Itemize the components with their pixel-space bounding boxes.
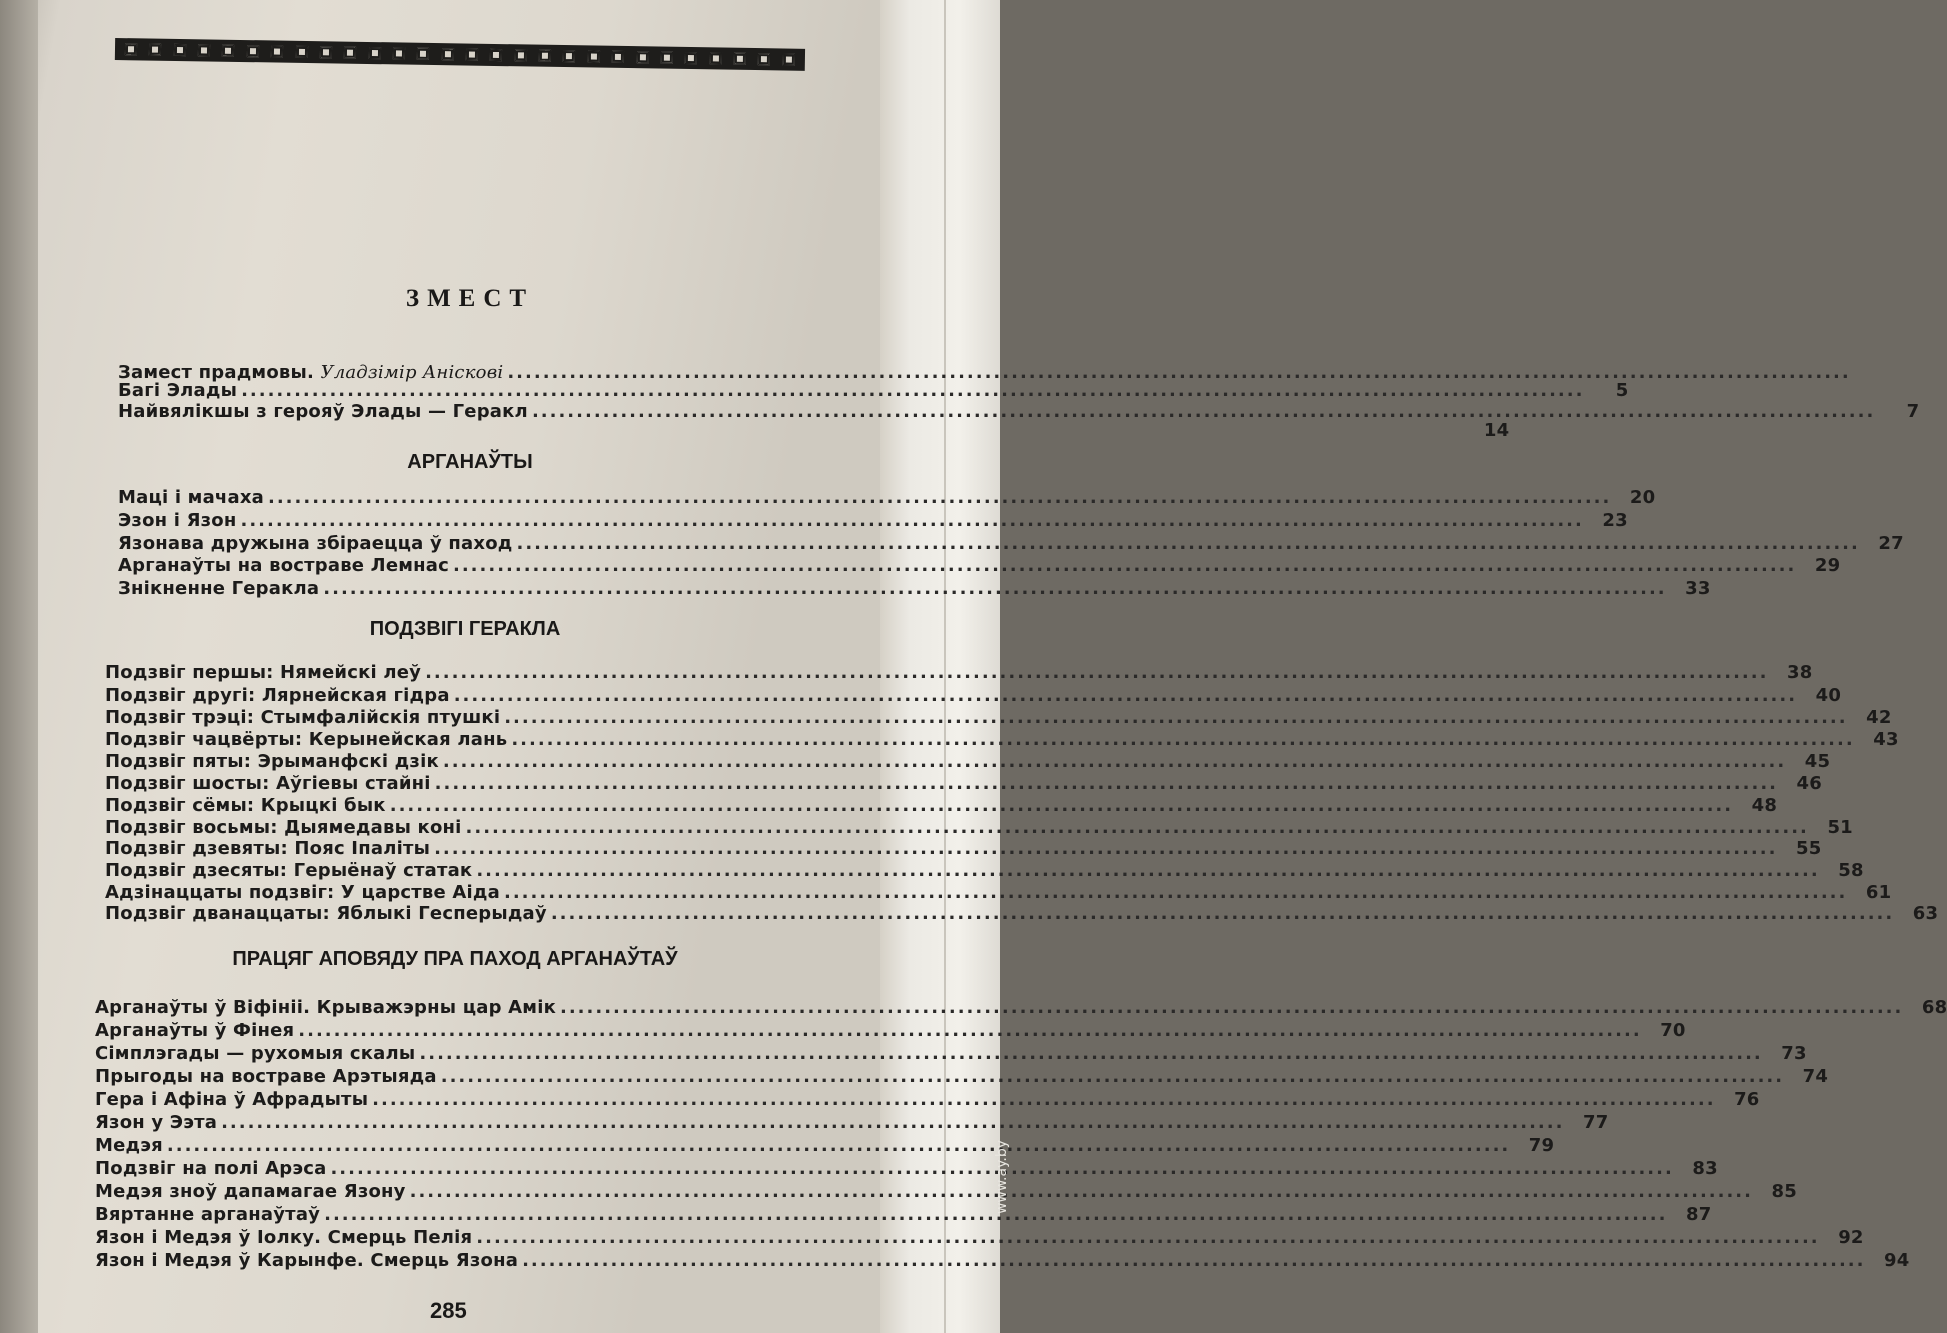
toc-entry <box>118 510 1628 531</box>
entry-page: 46 <box>1796 773 1822 794</box>
entry-title: Язон у Ээта <box>95 1112 218 1133</box>
toc-title: ЗМЕСТ <box>405 285 535 312</box>
leader-dots <box>410 1181 1753 1202</box>
toc-entry <box>95 1227 1864 1248</box>
entry-title: Эзон і Язон <box>118 510 237 531</box>
leader-dots <box>434 838 1777 859</box>
entry-title: Подзвіг трэці: Стымфалійскія птушкі <box>105 707 501 728</box>
entry-title: Гера і Афіна ў Афрадыты <box>95 1089 369 1110</box>
entry-title: Знікненне Геракла <box>118 578 320 599</box>
toc-entry <box>105 662 1813 683</box>
leader-dots <box>560 997 1903 1018</box>
toc-entry <box>95 1204 1712 1225</box>
leader-dots <box>419 1043 1762 1064</box>
toc-entry <box>95 1250 1910 1271</box>
toc-entry <box>105 860 1864 881</box>
toc-entry <box>105 751 1831 772</box>
entry-title: Арганаўты на востраве Лемнас <box>118 555 449 576</box>
leader-dots <box>443 751 1786 772</box>
entry-title: Подзвіг другі: Лярнейская гідра <box>105 685 450 706</box>
leader-dots <box>425 662 1768 683</box>
book-spine-shadow <box>0 0 38 1333</box>
leader-dots <box>476 860 1819 881</box>
entry-page: 94 <box>1884 1250 1910 1271</box>
entry-page: 7 <box>1906 401 1920 422</box>
page-number: 285 <box>430 1298 467 1323</box>
toc-entry <box>118 487 1656 508</box>
entry-page: 55 <box>1795 838 1822 859</box>
toc-entry <box>118 533 1904 554</box>
leader-dots <box>454 685 1797 706</box>
leader-dots <box>551 903 1894 924</box>
entry-page: 79 <box>1528 1135 1555 1156</box>
toc-entry <box>95 1158 1718 1179</box>
toc-entry <box>95 1066 1829 1087</box>
toc-entry <box>118 555 1841 576</box>
section-title: АРГАНАЎТЫ <box>407 451 533 473</box>
entry-page: 70 <box>1660 1020 1686 1041</box>
entry-title: Язон і Медэя ў Іолку. Смерць Пелія <box>95 1227 473 1248</box>
entry-page: 20 <box>1629 487 1656 508</box>
entry-page: 33 <box>1685 578 1711 599</box>
entry-title: Медэя зноў дапамагае Язону <box>95 1181 406 1202</box>
entry-page: 27 <box>1878 533 1904 554</box>
leader-dots <box>522 1250 1865 1271</box>
entry-page: 5 <box>1615 380 1629 401</box>
toc-entry <box>95 997 1947 1018</box>
entry-page: 29 <box>1814 555 1841 576</box>
entry-page: 76 <box>1734 1089 1760 1110</box>
entry-title: Подзвіг шосты: Аўгіевы стайні <box>105 773 431 794</box>
toc-entry <box>95 1135 1555 1156</box>
entry-page: 43 <box>1873 729 1899 750</box>
toc-entry <box>105 795 1778 816</box>
entry-title: Вяртанне арганаўтаў <box>95 1204 321 1225</box>
entry-title: Язон і Медэя ў Карынфе. Смерць Язона <box>95 1250 519 1271</box>
toc-entry <box>118 401 1920 422</box>
leader-dots <box>517 533 1860 554</box>
leader-dots <box>441 1066 1784 1087</box>
section-title: ПРАЦЯГ АПОВЯДУ ПРА ПАХОД АРГАНАЎТАЎ <box>232 948 678 970</box>
leader-dots <box>241 380 1584 401</box>
leader-dots <box>532 401 1875 422</box>
entry-page: 85 <box>1771 1181 1797 1202</box>
watermark: www.ay.by <box>994 1140 1010 1215</box>
section-title: ПОДЗВІГІ ГЕРАКЛА <box>369 618 561 640</box>
toc-entry <box>118 578 1711 599</box>
toc-entry <box>105 773 1822 794</box>
leader-dots <box>167 1135 1510 1156</box>
entry-title: Медэя <box>95 1135 163 1156</box>
entry-page: 51 <box>1827 817 1853 838</box>
entry-title: Подзвіг чацвёрты: Керынейская лань <box>105 729 508 750</box>
toc-entry <box>95 1020 1686 1041</box>
entry-page: 73 <box>1781 1043 1807 1064</box>
leader-dots <box>504 707 1847 728</box>
entry-page: 14 <box>1483 420 1510 441</box>
leader-dots <box>298 1020 1641 1041</box>
leader-dots <box>504 882 1847 903</box>
leader-dots <box>372 1089 1715 1110</box>
leader-dots <box>323 578 1666 599</box>
entry-page: 77 <box>1582 1112 1609 1133</box>
entry-title: Замест прадмовы. <box>118 362 315 383</box>
entry-page: 45 <box>1804 751 1831 772</box>
leader-dots <box>221 1112 1564 1133</box>
entry-title: Подзвіг на полі Арэса <box>95 1158 327 1179</box>
toc-entry <box>105 882 1892 903</box>
leader-dots <box>466 817 1809 838</box>
entry-title: Язонава дружына збіраецца ў паход <box>118 533 513 554</box>
leader-dots <box>268 487 1611 508</box>
toc-entry <box>105 707 1892 728</box>
entry-title: Багі Элады <box>118 380 238 401</box>
leader-dots <box>390 795 1733 816</box>
leader-dots <box>241 510 1584 531</box>
toc-entry <box>95 1181 1797 1202</box>
entry-page: 42 <box>1866 707 1892 728</box>
entry-title: Подзвіг дзесяты: Герыёнаў статак <box>105 860 473 881</box>
entry-page: 40 <box>1815 685 1842 706</box>
entry-page: 63 <box>1912 903 1939 924</box>
toc-entry <box>105 817 1853 838</box>
entry-page: 48 <box>1751 795 1778 816</box>
entry-page: 83 <box>1692 1158 1718 1179</box>
entry-page: 23 <box>1602 510 1628 531</box>
toc-entry <box>105 685 1842 706</box>
toc-entry <box>118 380 1629 401</box>
leader-dots <box>476 1227 1819 1248</box>
entry-title: Подзвіг пяты: Эрыманфскі дзік <box>105 751 439 772</box>
toc-entry <box>105 903 1939 924</box>
toc-entry <box>118 420 1510 441</box>
toc-entry <box>105 838 1822 859</box>
leader-dots <box>511 729 1854 750</box>
entry-page: 61 <box>1865 882 1892 903</box>
toc-entry <box>95 1112 1609 1133</box>
decorative-border <box>115 38 805 71</box>
entry-title: Адзінаццаты подзвіг: У царстве Аіда <box>105 882 500 903</box>
entry-page: 68 <box>1921 997 1947 1018</box>
entry-page: 58 <box>1838 860 1864 881</box>
entry-title: Найвялікшы з герояў Элады — Геракл <box>118 401 528 422</box>
entry-author: Уладзімір Аніскові <box>320 362 504 383</box>
entry-title: Маці і мачаха <box>118 487 264 508</box>
entry-page: 87 <box>1686 1204 1712 1225</box>
toc-entry <box>105 729 1899 750</box>
entry-title: Подзвіг дзевяты: Пояс Іпаліты <box>105 838 431 859</box>
entry-title: Арганаўты ў Фінея <box>95 1020 295 1041</box>
entry-title: Подзвіг сёмы: Крыцкі бык <box>105 795 386 816</box>
entry-title: Прыгоды на востраве Арэтыяда <box>95 1066 437 1087</box>
leader-dots <box>435 773 1778 794</box>
entry-title: Подзвіг дванаццаты: Яблыкі Гесперыдаў <box>105 903 547 924</box>
entry-title: Сімплэгады — рухомыя скалы <box>95 1043 416 1064</box>
toc-entry <box>95 1089 1760 1110</box>
entry-page: 92 <box>1838 1227 1864 1248</box>
toc-entry <box>95 1043 1807 1064</box>
entry-title: Подзвіг восьмы: Дыямедавы коні <box>105 817 462 838</box>
entry-page: 74 <box>1802 1066 1829 1087</box>
leader-dots <box>453 555 1796 576</box>
entry-title: Подзвіг першы: Нямейскі леў <box>105 662 422 683</box>
entry-page: 38 <box>1786 662 1813 683</box>
entry-title: Арганаўты ў Віфініі. Крыважэрны цар Амік <box>95 997 556 1018</box>
